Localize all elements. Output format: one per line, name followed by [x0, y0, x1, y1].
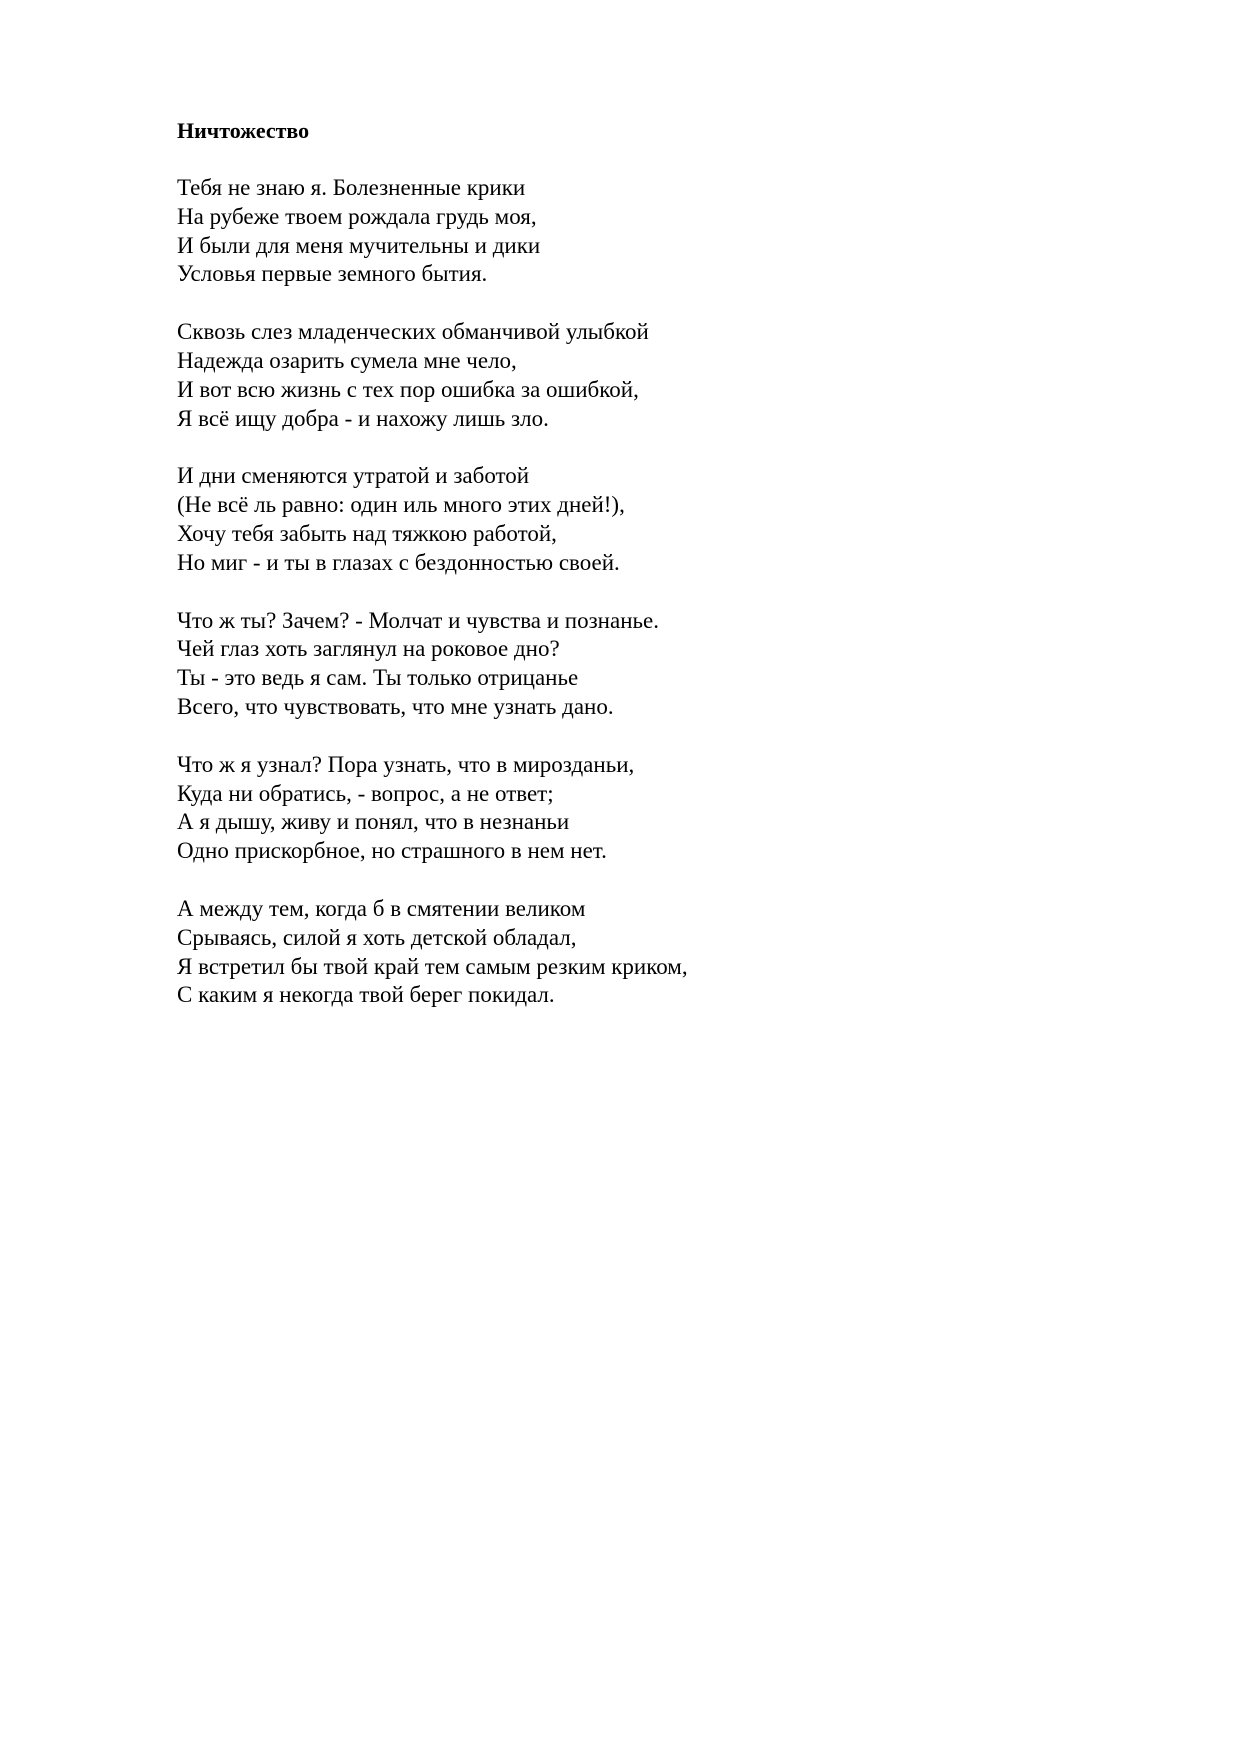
verse-line: С каким я некогда твой берег покидал.	[177, 982, 555, 1008]
verse-line: Всего, что чувствовать, что мне узнать дано.	[177, 693, 614, 719]
verse-line: Надежда озарить сумела мне чело,	[177, 347, 517, 373]
stanza-1	[177, 174, 1077, 289]
poem-body	[177, 174, 1077, 1010]
stanza-4	[177, 607, 1077, 722]
verse-line: Срываясь, силой я хоть детской обладал,	[177, 924, 577, 950]
verse-line: А между тем, когда б в смятении великом	[177, 895, 586, 921]
poem	[177, 116, 1077, 1039]
stanza-3	[177, 462, 1077, 577]
verse-line: Одно прискорбное, но страшного в нем нет.	[177, 838, 607, 864]
verse-line: Но миг - и ты в глазах с бездонностью своей.	[177, 549, 620, 575]
verse-line: Что ж я узнал? Пора узнать, что в мирозданьи,	[177, 751, 635, 777]
verse-line: Что ж ты? Зачем? - Молчат и чувства и познанье.	[177, 607, 659, 633]
verse-line: А я дышу, живу и понял, что в незнаньи	[177, 809, 570, 835]
verse-line: Тебя не знаю я. Болезненные крики	[177, 175, 526, 200]
verse-line: И дни сменяются утратой и заботой	[177, 463, 530, 489]
verse-line: На рубеже твоем рождала грудь моя,	[177, 203, 537, 229]
verse-line: И вот всю жизнь с тех пор ошибка за ошибкой,	[177, 376, 639, 402]
verse-line: Чей глаз хоть заглянул на роковое дно?	[177, 636, 560, 662]
verse-line: Я встретил бы твой край тем самым резким криком,	[177, 953, 688, 979]
verse-line: Условья первые земного бытия.	[177, 261, 488, 287]
stanza-6	[177, 895, 1077, 1010]
poem-title: Ничтожество	[177, 118, 310, 143]
verse-line: Сквозь слез младенческих обманчивой улыбкой	[177, 319, 649, 345]
verse-line: (Не всё ль равно: один иль много этих дней!),	[177, 492, 625, 518]
stanza-2	[177, 318, 1077, 433]
verse-line: Я всё ищу добра - и нахожу лишь зло.	[177, 405, 549, 431]
verse-line: И были для меня мучительны и дики	[177, 232, 541, 258]
stanza-5	[177, 751, 1077, 866]
verse-line: Куда ни обратись, - вопрос, а не ответ;	[177, 780, 554, 806]
verse-line: Ты - это ведь я сам. Ты только отрицанье	[177, 665, 579, 691]
verse-line: Хочу тебя забыть над тяжкою работой,	[177, 520, 557, 546]
